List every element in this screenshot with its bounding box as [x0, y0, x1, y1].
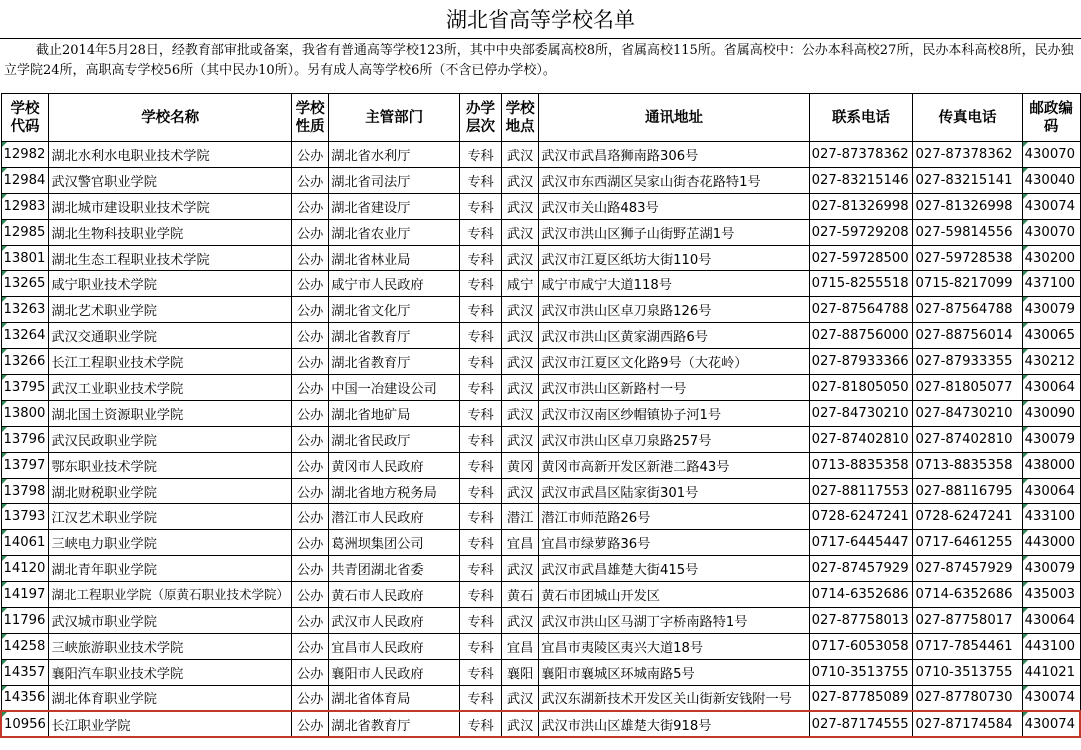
cell-fax[interactable]: 027-87564788 [913, 297, 1022, 323]
cell-code[interactable]: 14356 [1, 685, 49, 711]
cell-nature[interactable]: 公办 [291, 400, 328, 426]
table-header-row [1, 94, 1080, 142]
cell-address[interactable]: 宜昌市绿萝路36号 [539, 530, 809, 556]
cell-name[interactable]: 湖北国土资源职业学院 [49, 400, 292, 426]
cell-level[interactable]: 专科 [460, 608, 502, 634]
table-row[interactable] [1, 711, 1080, 737]
cell-location[interactable]: 武汉 [501, 608, 538, 634]
cell-location[interactable]: 武汉 [501, 193, 538, 219]
table-row[interactable] [1, 167, 1080, 193]
cell-location[interactable]: 武汉 [501, 556, 538, 582]
cell-address[interactable]: 潜江市师范路26号 [539, 504, 809, 530]
cell-nature[interactable]: 公办 [291, 530, 328, 556]
cell-address[interactable]: 黄石市团城山开发区 [539, 582, 809, 608]
cell-location[interactable]: 武汉 [501, 375, 538, 401]
table-row[interactable] [1, 271, 1080, 297]
cell-nature[interactable]: 公办 [291, 478, 328, 504]
cell-nature[interactable]: 公办 [291, 556, 328, 582]
cell-code[interactable]: 11796 [1, 608, 49, 634]
cell-dept[interactable]: 湖北省建设厅 [329, 193, 460, 219]
cell-zip[interactable]: 430064 [1022, 608, 1080, 634]
table-row[interactable] [1, 685, 1080, 711]
cell-phone[interactable]: 027-87402810 [809, 426, 913, 452]
cell-fax[interactable]: 0728-6247241 [913, 504, 1022, 530]
cell-nature[interactable]: 公办 [291, 452, 328, 478]
cell-code[interactable]: 13796 [1, 426, 49, 452]
cell-code[interactable]: 12982 [1, 142, 49, 168]
cell-level[interactable]: 专科 [460, 193, 502, 219]
cell-level[interactable]: 专科 [460, 349, 502, 375]
cell-level[interactable]: 专科 [460, 633, 502, 659]
table-row[interactable] [1, 556, 1080, 582]
cell-name[interactable]: 江汉艺术职业学院 [49, 504, 292, 530]
cell-zip[interactable]: 430040 [1022, 167, 1080, 193]
cell-level[interactable]: 专科 [460, 478, 502, 504]
cell-code[interactable]: 13265 [1, 271, 49, 297]
cell-phone[interactable]: 027-87378362 [809, 142, 913, 168]
cell-dept[interactable]: 湖北省地方税务局 [329, 478, 460, 504]
cell-address[interactable]: 襄阳市襄城区环城南路5号 [539, 659, 809, 685]
header-name[interactable]: 学校名称 [49, 94, 292, 142]
header-dept[interactable]: 主管部门 [329, 94, 460, 142]
cell-level[interactable]: 专科 [460, 400, 502, 426]
cell-location[interactable]: 武汉 [501, 349, 538, 375]
cell-phone[interactable]: 0715-8255518 [809, 271, 913, 297]
cell-level[interactable]: 专科 [460, 452, 502, 478]
cell-nature[interactable]: 公办 [291, 426, 328, 452]
cell-code[interactable]: 13801 [1, 245, 49, 271]
cell-fax[interactable]: 0710-3513755 [913, 659, 1022, 685]
cell-level[interactable]: 专科 [460, 582, 502, 608]
header-location[interactable]: 学校地点 [501, 94, 538, 142]
cell-phone[interactable]: 027-87564788 [809, 297, 913, 323]
cell-level[interactable]: 专科 [460, 504, 502, 530]
table-row[interactable] [1, 582, 1080, 608]
header-fax[interactable]: 传真电话 [913, 94, 1022, 142]
cell-zip[interactable]: 443000 [1022, 530, 1080, 556]
cell-location[interactable]: 宜昌 [501, 633, 538, 659]
header-level[interactable]: 办学层次 [460, 94, 502, 142]
cell-location[interactable]: 黄冈 [501, 452, 538, 478]
cell-zip[interactable]: 430074 [1022, 193, 1080, 219]
cell-location[interactable]: 武汉 [501, 685, 538, 711]
cell-location[interactable]: 襄阳 [501, 659, 538, 685]
table-row[interactable] [1, 659, 1080, 685]
cell-phone[interactable]: 027-88756000 [809, 323, 913, 349]
cell-code[interactable]: 13795 [1, 375, 49, 401]
cell-dept[interactable]: 湖北省地矿局 [329, 400, 460, 426]
cell-name[interactable]: 咸宁职业技术学院 [49, 271, 292, 297]
cell-location[interactable]: 武汉 [501, 400, 538, 426]
cell-code[interactable]: 13263 [1, 297, 49, 323]
cell-fax[interactable]: 027-83215141 [913, 167, 1022, 193]
header-zip[interactable]: 邮政编码 [1022, 94, 1080, 142]
cell-nature[interactable]: 公办 [291, 297, 328, 323]
cell-code[interactable]: 14061 [1, 530, 49, 556]
cell-address[interactable]: 武汉市汉南区纱帽镇协子河1号 [539, 400, 809, 426]
cell-code[interactable]: 13797 [1, 452, 49, 478]
cell-nature[interactable]: 公办 [291, 142, 328, 168]
cell-location[interactable]: 武汉 [501, 426, 538, 452]
cell-dept[interactable]: 潜江市人民政府 [329, 504, 460, 530]
cell-location[interactable]: 潜江 [501, 504, 538, 530]
cell-fax[interactable]: 027-87174584 [913, 711, 1022, 737]
cell-zip[interactable]: 430070 [1022, 219, 1080, 245]
cell-zip[interactable]: 430074 [1022, 711, 1080, 737]
cell-address[interactable]: 武汉市洪山区卓刀泉路126号 [539, 297, 809, 323]
table-row[interactable] [1, 633, 1080, 659]
table-row[interactable] [1, 426, 1080, 452]
cell-name[interactable]: 长江工程职业技术学院 [49, 349, 292, 375]
cell-code[interactable]: 12984 [1, 167, 49, 193]
cell-location[interactable]: 武汉 [501, 478, 538, 504]
cell-nature[interactable]: 公办 [291, 219, 328, 245]
cell-address[interactable]: 武汉市洪山区新路村一号 [539, 375, 809, 401]
cell-fax[interactable]: 027-88756014 [913, 323, 1022, 349]
cell-fax[interactable]: 0715-8217099 [913, 271, 1022, 297]
cell-level[interactable]: 专科 [460, 556, 502, 582]
cell-level[interactable]: 专科 [460, 711, 502, 737]
cell-location[interactable]: 宜昌 [501, 530, 538, 556]
cell-address[interactable]: 咸宁市咸宁大道118号 [539, 271, 809, 297]
cell-name[interactable]: 武汉工业职业技术学院 [49, 375, 292, 401]
table-row[interactable] [1, 400, 1080, 426]
cell-dept[interactable]: 湖北省教育厅 [329, 349, 460, 375]
cell-zip[interactable]: 430070 [1022, 142, 1080, 168]
cell-dept[interactable]: 黄石市人民政府 [329, 582, 460, 608]
cell-location[interactable]: 咸宁 [501, 271, 538, 297]
header-address[interactable]: 通讯地址 [539, 94, 809, 142]
cell-fax[interactable]: 027-87780730 [913, 685, 1022, 711]
cell-location[interactable]: 武汉 [501, 711, 538, 737]
cell-dept[interactable]: 黄冈市人民政府 [329, 452, 460, 478]
cell-level[interactable]: 专科 [460, 297, 502, 323]
cell-zip[interactable]: 435003 [1022, 582, 1080, 608]
cell-location[interactable]: 武汉 [501, 219, 538, 245]
cell-dept[interactable]: 湖北省司法厅 [329, 167, 460, 193]
cell-level[interactable]: 专科 [460, 426, 502, 452]
cell-phone[interactable]: 0717-6445447 [809, 530, 913, 556]
cell-phone[interactable]: 027-88117553 [809, 478, 913, 504]
cell-code[interactable]: 13266 [1, 349, 49, 375]
cell-name[interactable]: 长江职业学院 [49, 711, 292, 737]
cell-nature[interactable]: 公办 [291, 504, 328, 530]
cell-zip[interactable]: 438000 [1022, 452, 1080, 478]
cell-address[interactable]: 武汉市武昌区陆家街301号 [539, 478, 809, 504]
cell-address[interactable]: 黄冈市高新开发区新港二路43号 [539, 452, 809, 478]
cell-nature[interactable]: 公办 [291, 711, 328, 737]
cell-level[interactable]: 专科 [460, 245, 502, 271]
cell-location[interactable]: 武汉 [501, 323, 538, 349]
cell-phone[interactable]: 027-81326998 [809, 193, 913, 219]
cell-dept[interactable]: 中国一冶建设公司 [329, 375, 460, 401]
cell-name[interactable]: 湖北财税职业学院 [49, 478, 292, 504]
table-row[interactable] [1, 245, 1080, 271]
table-row[interactable] [1, 608, 1080, 634]
cell-code[interactable]: 10956 [1, 711, 49, 737]
cell-phone[interactable]: 0714-6352686 [809, 582, 913, 608]
cell-code[interactable]: 14197 [1, 582, 49, 608]
cell-level[interactable]: 专科 [460, 219, 502, 245]
cell-phone[interactable]: 027-84730210 [809, 400, 913, 426]
cell-nature[interactable]: 公办 [291, 685, 328, 711]
cell-dept[interactable]: 共青团湖北省委 [329, 556, 460, 582]
cell-zip[interactable]: 437100 [1022, 271, 1080, 297]
cell-phone[interactable]: 027-87457929 [809, 556, 913, 582]
header-code[interactable]: 学校代码 [1, 94, 49, 142]
cell-name[interactable]: 三峡电力职业学院 [49, 530, 292, 556]
cell-name[interactable]: 湖北水利水电职业技术学院 [49, 142, 292, 168]
cell-code[interactable]: 12985 [1, 219, 49, 245]
cell-zip[interactable]: 430090 [1022, 400, 1080, 426]
table-row[interactable] [1, 375, 1080, 401]
summary-note: 截止2014年5月28日，经教育部审批或备案，我省有普通高等学校123所，其中中央部委属高校8所，省属高校115所。省属高校中：公办本科高校27所，民办本科高校8所，民办独立学院24所，高职高专学校56所（其中民办10所）。另有成人高等学校6所（不含已停办学校）。 [4, 43, 1074, 78]
cell-code[interactable]: 13800 [1, 400, 49, 426]
cell-address[interactable]: 武汉市洪山区黄家湖西路6号 [539, 323, 809, 349]
cell-fax[interactable]: 027-87933355 [913, 349, 1022, 375]
cell-zip[interactable]: 430074 [1022, 685, 1080, 711]
cell-fax[interactable]: 027-81326998 [913, 193, 1022, 219]
cell-level[interactable]: 专科 [460, 142, 502, 168]
cell-name[interactable]: 武汉民政职业学院 [49, 426, 292, 452]
cell-name[interactable]: 鄂东职业技术学院 [49, 452, 292, 478]
cell-dept[interactable]: 湖北省农业厅 [329, 219, 460, 245]
cell-phone[interactable]: 027-87758013 [809, 608, 913, 634]
cell-zip[interactable]: 441021 [1022, 659, 1080, 685]
cell-level[interactable]: 专科 [460, 323, 502, 349]
cell-location[interactable]: 黄石 [501, 582, 538, 608]
table-row[interactable] [1, 530, 1080, 556]
cell-dept[interactable]: 湖北省林业局 [329, 245, 460, 271]
cell-zip[interactable]: 430079 [1022, 556, 1080, 582]
cell-nature[interactable]: 公办 [291, 582, 328, 608]
cell-address[interactable]: 武汉市洪山区狮子山街野芷湖1号 [539, 219, 809, 245]
cell-fax[interactable]: 0717-6461255 [913, 530, 1022, 556]
table-row[interactable] [1, 504, 1080, 530]
cell-zip[interactable]: 430064 [1022, 375, 1080, 401]
cell-dept[interactable]: 湖北省教育厅 [329, 711, 460, 737]
cell-zip[interactable]: 443100 [1022, 633, 1080, 659]
cell-code[interactable]: 13793 [1, 504, 49, 530]
cell-name[interactable]: 湖北体育职业学院 [49, 685, 292, 711]
header-nature[interactable]: 学校性质 [291, 94, 328, 142]
cell-address[interactable]: 武汉市武昌珞狮南路306号 [539, 142, 809, 168]
cell-level[interactable]: 专科 [460, 271, 502, 297]
cell-location[interactable]: 武汉 [501, 167, 538, 193]
cell-dept[interactable]: 湖北省体育局 [329, 685, 460, 711]
cell-code[interactable]: 12983 [1, 193, 49, 219]
cell-phone[interactable]: 027-83215146 [809, 167, 913, 193]
table-row[interactable] [1, 323, 1080, 349]
cell-zip[interactable]: 430064 [1022, 478, 1080, 504]
cell-name[interactable]: 湖北工程职业学院（原黄石职业技术学院） [49, 582, 292, 608]
cell-zip[interactable]: 430079 [1022, 297, 1080, 323]
cell-nature[interactable]: 公办 [291, 375, 328, 401]
cell-phone[interactable]: 0713-8835358 [809, 452, 913, 478]
cell-fax[interactable]: 027-87402810 [913, 426, 1022, 452]
cell-location[interactable]: 武汉 [501, 245, 538, 271]
cell-address[interactable]: 武汉东湖新技术开发区关山街新安钱附一号 [539, 685, 809, 711]
cell-nature[interactable]: 公办 [291, 323, 328, 349]
cell-fax[interactable]: 027-87758017 [913, 608, 1022, 634]
cell-fax[interactable]: 0713-8835358 [913, 452, 1022, 478]
cell-code[interactable]: 14258 [1, 633, 49, 659]
cell-dept[interactable]: 湖北省教育厅 [329, 323, 460, 349]
cell-fax[interactable]: 027-59814556 [913, 219, 1022, 245]
cell-nature[interactable]: 公办 [291, 167, 328, 193]
cell-location[interactable]: 武汉 [501, 297, 538, 323]
cell-nature[interactable]: 公办 [291, 245, 328, 271]
cell-code[interactable]: 13798 [1, 478, 49, 504]
cell-level[interactable]: 专科 [460, 375, 502, 401]
cell-name[interactable]: 武汉城市职业学院 [49, 608, 292, 634]
cell-address[interactable]: 宜昌市夷陵区夷兴大道18号 [539, 633, 809, 659]
cell-fax[interactable]: 027-88116795 [913, 478, 1022, 504]
cell-phone[interactable]: 027-59729208 [809, 219, 913, 245]
cell-name[interactable]: 湖北艺术职业学院 [49, 297, 292, 323]
cell-code[interactable]: 13264 [1, 323, 49, 349]
cell-phone[interactable]: 0728-6247241 [809, 504, 913, 530]
table-row[interactable] [1, 478, 1080, 504]
cell-address[interactable]: 武汉市关山路483号 [539, 193, 809, 219]
cell-phone[interactable]: 027-59728500 [809, 245, 913, 271]
cell-nature[interactable]: 公办 [291, 659, 328, 685]
header-phone[interactable]: 联系电话 [809, 94, 913, 142]
cell-address[interactable]: 武汉市洪山区卓刀泉路257号 [539, 426, 809, 452]
cell-nature[interactable]: 公办 [291, 608, 328, 634]
table-row[interactable] [1, 452, 1080, 478]
cell-name[interactable]: 武汉交通职业学院 [49, 323, 292, 349]
cell-nature[interactable]: 公办 [291, 193, 328, 219]
cell-zip[interactable]: 430212 [1022, 349, 1080, 375]
table-row[interactable] [1, 349, 1080, 375]
cell-name[interactable]: 武汉警官职业学院 [49, 167, 292, 193]
cell-phone[interactable]: 027-87933366 [809, 349, 913, 375]
cell-phone[interactable]: 0717-6053058 [809, 633, 913, 659]
title-divider [0, 38, 1081, 39]
cell-level[interactable]: 专科 [460, 530, 502, 556]
table-row[interactable] [1, 297, 1080, 323]
cell-address[interactable]: 武汉市武昌雄楚大街415号 [539, 556, 809, 582]
cell-name[interactable]: 三峡旅游职业技术学院 [49, 633, 292, 659]
cell-dept[interactable]: 咸宁市人民政府 [329, 271, 460, 297]
cell-name[interactable]: 襄阳汽车职业技术学院 [49, 659, 292, 685]
cell-name[interactable]: 湖北生态工程职业技术学院 [49, 245, 292, 271]
cell-nature[interactable]: 公办 [291, 349, 328, 375]
table-row[interactable] [1, 142, 1080, 168]
cell-location[interactable]: 武汉 [501, 142, 538, 168]
cell-nature[interactable]: 公办 [291, 271, 328, 297]
table-row[interactable] [1, 219, 1080, 245]
cell-dept[interactable]: 湖北省水利厅 [329, 142, 460, 168]
cell-fax[interactable]: 027-81805077 [913, 375, 1022, 401]
table-row[interactable] [1, 193, 1080, 219]
cell-phone[interactable]: 0710-3513755 [809, 659, 913, 685]
page-title: 湖北省高等学校名单 [446, 8, 635, 32]
cell-level[interactable]: 专科 [460, 659, 502, 685]
cell-phone[interactable]: 027-81805050 [809, 375, 913, 401]
cell-code[interactable]: 14357 [1, 659, 49, 685]
cell-phone[interactable]: 027-87785089 [809, 685, 913, 711]
cell-dept[interactable]: 葛洲坝集团公司 [329, 530, 460, 556]
cell-phone[interactable]: 027-87174555 [809, 711, 913, 737]
cell-fax[interactable]: 027-87457929 [913, 556, 1022, 582]
cell-address[interactable]: 武汉市江夏区文化路9号（大花岭） [539, 349, 809, 375]
cell-address[interactable]: 武汉市东西湖区吴家山街杏花路特1号 [539, 167, 809, 193]
cell-address[interactable]: 武汉市洪山区雄楚大街918号 [539, 711, 809, 737]
cell-fax[interactable]: 0714-6352686 [913, 582, 1022, 608]
cell-zip[interactable]: 430079 [1022, 426, 1080, 452]
cell-fax[interactable]: 0717-7854461 [913, 633, 1022, 659]
cell-dept[interactable]: 宜昌市人民政府 [329, 633, 460, 659]
cell-name[interactable]: 湖北生物科技职业学院 [49, 219, 292, 245]
cell-fax[interactable]: 027-84730210 [913, 400, 1022, 426]
cell-dept[interactable]: 湖北省民政厅 [329, 426, 460, 452]
cell-dept[interactable]: 武汉市人民政府 [329, 608, 460, 634]
cell-address[interactable]: 武汉市洪山区马湖丁字桥南路特1号 [539, 608, 809, 634]
cell-name[interactable]: 湖北青年职业学院 [49, 556, 292, 582]
cell-code[interactable]: 14120 [1, 556, 49, 582]
cell-level[interactable]: 专科 [460, 167, 502, 193]
cell-fax[interactable]: 027-87378362 [913, 142, 1022, 168]
cell-nature[interactable]: 公办 [291, 633, 328, 659]
school-table [0, 93, 1081, 738]
cell-zip[interactable]: 430065 [1022, 323, 1080, 349]
cell-zip[interactable]: 430200 [1022, 245, 1080, 271]
cell-address[interactable]: 武汉市江夏区纸坊大街110号 [539, 245, 809, 271]
cell-fax[interactable]: 027-59728538 [913, 245, 1022, 271]
cell-zip[interactable]: 433100 [1022, 504, 1080, 530]
cell-name[interactable]: 湖北城市建设职业技术学院 [49, 193, 292, 219]
cell-dept[interactable]: 湖北省文化厅 [329, 297, 460, 323]
cell-dept[interactable]: 襄阳市人民政府 [329, 659, 460, 685]
cell-level[interactable]: 专科 [460, 685, 502, 711]
